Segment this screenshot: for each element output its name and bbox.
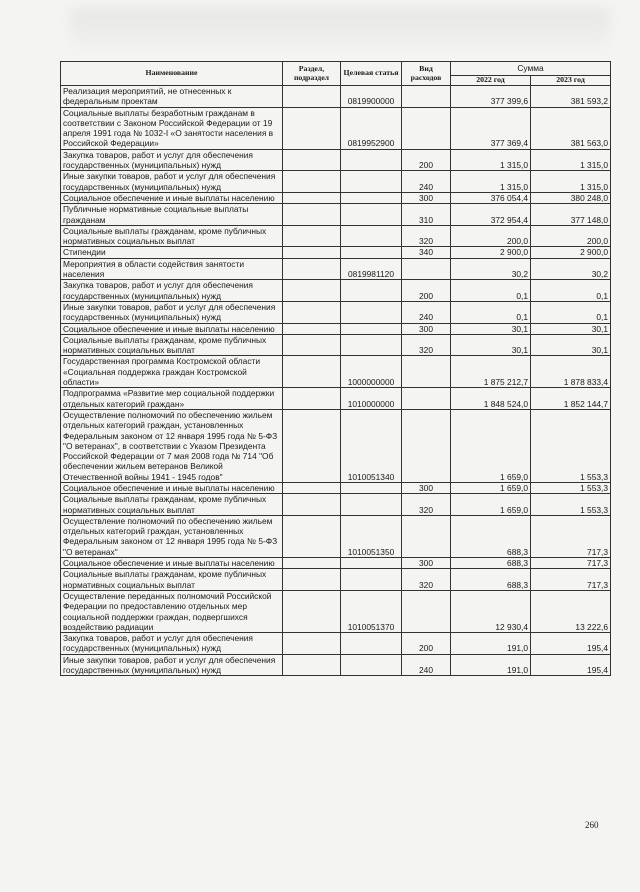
cell-target-code: [341, 280, 402, 302]
cell-name: Социальное обеспечение и иные выплаты населению: [61, 323, 283, 334]
cell-target-code: [341, 171, 402, 193]
table-row: [61, 301, 611, 323]
header-target: Целевая статья: [341, 62, 402, 86]
cell-sum-2023: 2 900,0: [531, 247, 611, 258]
cell-name: Осуществление полномочий по обеспечению жильем отдельных категорий граждан, установленных Федеральным законом от 12 января 1995 года № 5-ФЗ "О ветеранах", в соответствии с Указом Президента Российской Федерации от 7 мая 2008 года № 714 "Об обеспечении жильем ветеранов Великой Отечественной войны 1941 - 1945 годов": [61, 409, 283, 482]
cell-expense-type: 300: [402, 323, 451, 334]
table-row: [61, 590, 611, 632]
cell-section: [283, 388, 341, 410]
cell-name: Социальные выплаты безработным гражданам в соответствии с Законом Российской Федерации от 19 апреля 1991 года № 1032-I «О занятости населения в Российской Федерации»: [61, 107, 283, 149]
cell-target-code: [341, 323, 402, 334]
cell-section: [283, 323, 341, 334]
cell-sum-2022: 1 315,0: [451, 171, 531, 193]
cell-section: [283, 515, 341, 557]
cell-sum-2023: 1 852 144,7: [531, 388, 611, 410]
cell-target-code: 0819981120: [341, 258, 402, 280]
cell-section: [283, 171, 341, 193]
table-row: [61, 107, 611, 149]
cell-expense-type: 320: [402, 494, 451, 516]
table-row: [61, 633, 611, 655]
cell-target-code: [341, 334, 402, 356]
cell-expense-type: [402, 86, 451, 108]
table-row: [61, 86, 611, 108]
cell-sum-2022: 1 659,0: [451, 494, 531, 516]
cell-section: [283, 192, 341, 203]
cell-sum-2022: 30,2: [451, 258, 531, 280]
table-row: [61, 323, 611, 334]
cell-sum-2023: 1 553,3: [531, 494, 611, 516]
cell-sum-2022: 377 399,6: [451, 86, 531, 108]
cell-name: Мероприятия в области содействия занятости населения: [61, 258, 283, 280]
table-row: [61, 280, 611, 302]
cell-sum-2022: 1 848 524,0: [451, 388, 531, 410]
cell-sum-2023: 381 563,0: [531, 107, 611, 149]
cell-sum-2022: 1 659,0: [451, 409, 531, 482]
cell-target-code: 0819900000: [341, 86, 402, 108]
cell-expense-type: 310: [402, 204, 451, 226]
cell-sum-2023: 0,1: [531, 301, 611, 323]
table-row: [61, 258, 611, 280]
cell-target-code: 0819952900: [341, 107, 402, 149]
table-row: [61, 569, 611, 591]
cell-target-code: [341, 569, 402, 591]
cell-expense-type: [402, 590, 451, 632]
cell-target-code: 1010000000: [341, 388, 402, 410]
cell-section: [283, 590, 341, 632]
table-row: [61, 334, 611, 356]
cell-section: [283, 356, 341, 388]
table-row: [61, 171, 611, 193]
cell-expense-type: 200: [402, 280, 451, 302]
cell-target-code: [341, 247, 402, 258]
table-row: [61, 482, 611, 493]
cell-expense-type: 320: [402, 569, 451, 591]
cell-sum-2023: 1 315,0: [531, 149, 611, 171]
cell-sum-2023: 30,2: [531, 258, 611, 280]
cell-name: Закупка товаров, работ и услуг для обеспечения государственных (муниципальных) нужд: [61, 280, 283, 302]
header-sum: Сумма: [451, 62, 611, 76]
cell-sum-2023: 1 315,0: [531, 171, 611, 193]
cell-section: [283, 301, 341, 323]
cell-expense-type: [402, 356, 451, 388]
cell-name: Социальное обеспечение и иные выплаты населению: [61, 482, 283, 493]
table-row: [61, 558, 611, 569]
cell-name: Социальные выплаты гражданам, кроме публичных нормативных социальных выплат: [61, 569, 283, 591]
cell-name: Социальное обеспечение и иные выплаты населению: [61, 558, 283, 569]
cell-section: [283, 280, 341, 302]
cell-name: Иные закупки товаров, работ и услуг для обеспечения государственных (муниципальных) нужд: [61, 171, 283, 193]
cell-target-code: [341, 225, 402, 247]
cell-expense-type: 340: [402, 247, 451, 258]
cell-sum-2022: 30,1: [451, 323, 531, 334]
budget-table: [60, 61, 611, 676]
cell-sum-2023: 1 553,3: [531, 482, 611, 493]
cell-sum-2022: 12 930,4: [451, 590, 531, 632]
table-row: [61, 654, 611, 676]
cell-name: Социальные выплаты гражданам, кроме публичных нормативных социальных выплат: [61, 494, 283, 516]
cell-sum-2023: 377 148,0: [531, 204, 611, 226]
header-year-2022: 2022 год: [451, 76, 531, 86]
cell-name: Осуществление полномочий по обеспечению жильем отдельных категорий граждан, установленных Федеральным законом от 12 января 1995 года № 5-ФЗ "О ветеранах": [61, 515, 283, 557]
cell-name: Публичные нормативные социальные выплаты гражданам: [61, 204, 283, 226]
cell-name: Государственная программа Костромской области «Социальная поддержка граждан Костромской области»: [61, 356, 283, 388]
cell-sum-2023: 30,1: [531, 334, 611, 356]
cell-sum-2022: 30,1: [451, 334, 531, 356]
cell-sum-2022: 1 315,0: [451, 149, 531, 171]
cell-sum-2022: 191,0: [451, 633, 531, 655]
table-row: [61, 225, 611, 247]
cell-sum-2023: 381 593,2: [531, 86, 611, 108]
cell-sum-2023: 0,1: [531, 280, 611, 302]
table-row: [61, 204, 611, 226]
table-row: [61, 192, 611, 203]
cell-sum-2023: 195,4: [531, 654, 611, 676]
table-body: [61, 86, 611, 676]
header-year-2023: 2023 год: [531, 76, 611, 86]
cell-expense-type: 200: [402, 633, 451, 655]
cell-sum-2022: 377 369,4: [451, 107, 531, 149]
cell-section: [283, 482, 341, 493]
cell-expense-type: 320: [402, 225, 451, 247]
cell-name: Закупка товаров, работ и услуг для обеспечения государственных (муниципальных) нужд: [61, 149, 283, 171]
cell-target-code: 1010051340: [341, 409, 402, 482]
cell-name: Осуществление переданных полномочий Российской Федерации по предоставлению отдельных мер социальной поддержки граждан, подвергшихся воздействию радиации: [61, 590, 283, 632]
cell-target-code: [341, 149, 402, 171]
cell-expense-type: 300: [402, 482, 451, 493]
cell-target-code: [341, 633, 402, 655]
cell-target-code: [341, 204, 402, 226]
cell-section: [283, 654, 341, 676]
cell-expense-type: [402, 107, 451, 149]
cell-expense-type: 300: [402, 192, 451, 203]
cell-sum-2023: 717,3: [531, 558, 611, 569]
cell-sum-2022: 688,3: [451, 558, 531, 569]
header-section: Раздел, подраздел: [283, 62, 341, 86]
cell-expense-type: [402, 515, 451, 557]
cell-target-code: [341, 494, 402, 516]
cell-sum-2022: 0,1: [451, 301, 531, 323]
table-row: [61, 515, 611, 557]
cell-section: [283, 569, 341, 591]
cell-target-code: [341, 482, 402, 493]
cell-section: [283, 258, 341, 280]
cell-target-code: [341, 192, 402, 203]
cell-expense-type: [402, 258, 451, 280]
table-row: [61, 149, 611, 171]
cell-sum-2023: 195,4: [531, 633, 611, 655]
cell-section: [283, 558, 341, 569]
cell-target-code: [341, 654, 402, 676]
cell-name: Закупка товаров, работ и услуг для обеспечения государственных (муниципальных) нужд: [61, 633, 283, 655]
cell-section: [283, 86, 341, 108]
cell-sum-2022: 0,1: [451, 280, 531, 302]
cell-sum-2023: 717,3: [531, 569, 611, 591]
cell-target-code: 1010051370: [341, 590, 402, 632]
cell-section: [283, 107, 341, 149]
cell-name: Реализация мероприятий, не отнесенных к федеральным проектам: [61, 86, 283, 108]
cell-expense-type: 240: [402, 171, 451, 193]
table-row: [61, 388, 611, 410]
cell-target-code: 1010051350: [341, 515, 402, 557]
scan-smudge: [70, 8, 610, 48]
table-header: [61, 62, 611, 86]
cell-name: Социальные выплаты гражданам, кроме публичных нормативных социальных выплат: [61, 225, 283, 247]
cell-expense-type: 240: [402, 301, 451, 323]
cell-expense-type: 320: [402, 334, 451, 356]
cell-section: [283, 633, 341, 655]
cell-sum-2022: 1 875 212,7: [451, 356, 531, 388]
cell-sum-2023: 13 222,6: [531, 590, 611, 632]
cell-sum-2022: 1 659,0: [451, 482, 531, 493]
cell-sum-2022: 688,3: [451, 515, 531, 557]
table-row: [61, 247, 611, 258]
cell-expense-type: 240: [402, 654, 451, 676]
cell-sum-2023: 200,0: [531, 225, 611, 247]
cell-expense-type: 200: [402, 149, 451, 171]
cell-name: Социальные выплаты гражданам, кроме публичных нормативных социальных выплат: [61, 334, 283, 356]
page-number: 260: [585, 820, 599, 830]
cell-sum-2022: 2 900,0: [451, 247, 531, 258]
cell-expense-type: 300: [402, 558, 451, 569]
cell-section: [283, 334, 341, 356]
cell-sum-2022: 191,0: [451, 654, 531, 676]
cell-sum-2022: 372 954,4: [451, 204, 531, 226]
cell-sum-2023: 30,1: [531, 323, 611, 334]
cell-section: [283, 204, 341, 226]
cell-sum-2022: 376 054,4: [451, 192, 531, 203]
cell-name: Социальное обеспечение и иные выплаты населению: [61, 192, 283, 203]
cell-name: Иные закупки товаров, работ и услуг для обеспечения государственных (муниципальных) нужд: [61, 301, 283, 323]
cell-sum-2022: 688,3: [451, 569, 531, 591]
header-expense-type: Вид расходов: [402, 62, 451, 86]
table-row: [61, 494, 611, 516]
table-row: [61, 356, 611, 388]
cell-sum-2023: 380 248,0: [531, 192, 611, 203]
cell-target-code: 1000000000: [341, 356, 402, 388]
cell-expense-type: [402, 388, 451, 410]
cell-sum-2023: 717,3: [531, 515, 611, 557]
cell-target-code: [341, 558, 402, 569]
cell-section: [283, 225, 341, 247]
cell-name: Стипендии: [61, 247, 283, 258]
cell-section: [283, 409, 341, 482]
cell-name: Подпрограмма «Развитие мер социальной поддержки отдельных категорий граждан»: [61, 388, 283, 410]
cell-sum-2023: 1 553,3: [531, 409, 611, 482]
cell-expense-type: [402, 409, 451, 482]
cell-section: [283, 149, 341, 171]
table-row: [61, 409, 611, 482]
cell-section: [283, 247, 341, 258]
cell-target-code: [341, 301, 402, 323]
cell-sum-2023: 1 878 833,4: [531, 356, 611, 388]
cell-name: Иные закупки товаров, работ и услуг для обеспечения государственных (муниципальных) нужд: [61, 654, 283, 676]
cell-section: [283, 494, 341, 516]
header-name: Наименование: [61, 62, 283, 86]
cell-sum-2022: 200,0: [451, 225, 531, 247]
